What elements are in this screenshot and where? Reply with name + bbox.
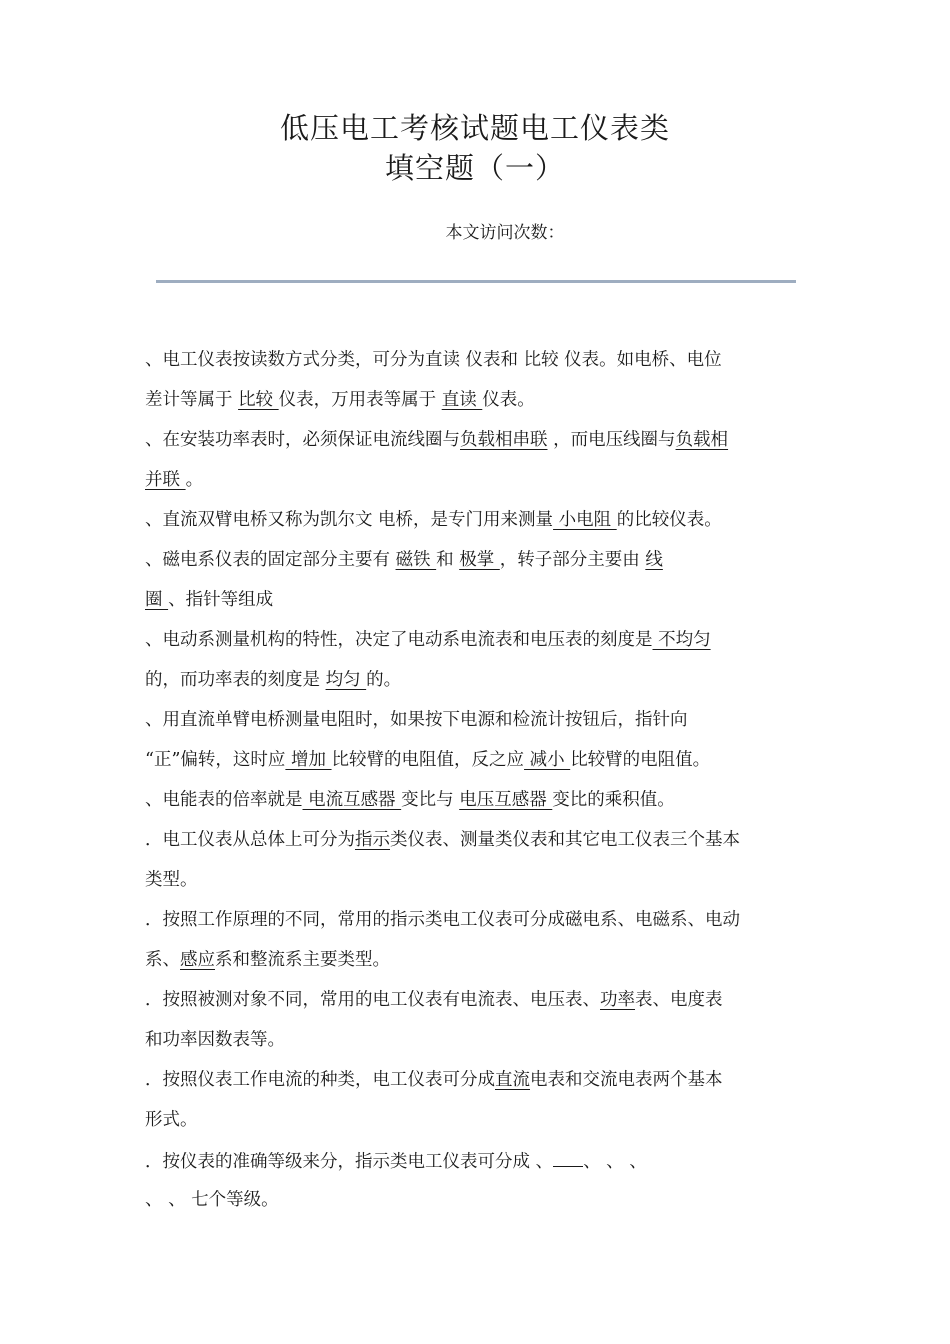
question-10-line-1: ．按照被测对象不同，常用的电工仪表有电流表、电压表、功率表、电度表 <box>145 990 723 1010</box>
answer-blank: 线 <box>645 550 663 570</box>
question-12-line-2: 、 、 七个等级。 <box>145 1190 279 1210</box>
answer-blank: 直流 <box>495 1070 530 1090</box>
answer-blank <box>553 1148 583 1167</box>
question-9-line-1: ．按照工作原理的不同，常用的指示类电工仪表可分成磁电系、电磁系、电动 <box>145 910 740 930</box>
answer-blank: 极掌 <box>459 550 500 570</box>
answer-blank: 指示 <box>355 830 390 850</box>
question-4-line-1: 、磁电系仪表的固定部分主要有 磁铁 和 极掌 ，转子部分主要由 线 <box>145 550 663 570</box>
document-title: 低压电工考核试题电工仪表类 <box>279 111 670 145</box>
header-divider <box>156 280 796 283</box>
answer-blank: 电压互感器 <box>459 790 553 810</box>
question-4-line-2: 圈 、指针等组成 <box>145 590 274 610</box>
question-1-line-1: 、电工仪表按读数方式分类，可分为直读 仪表和 比较 仪表。如电桥、电位 <box>145 350 722 370</box>
answer-blank: 不均匀 <box>652 630 711 650</box>
answer-blank: 比较 <box>238 390 279 410</box>
question-5-line-2: 的，而功率表的刻度是 均匀 的。 <box>145 670 402 690</box>
question-8-line-2: 类型。 <box>145 870 198 890</box>
question-12-line-1: ．按仪表的准确等级来分，指示类电工仪表可分成 、 、 、 、 <box>145 1148 647 1174</box>
answer-blank: 电流互感器 <box>302 790 402 810</box>
question-11-line-1: ．按照仪表工作电流的种类，电工仪表可分成直流电表和交流电表两个基本 <box>145 1070 723 1090</box>
answer-blank: 负载相 <box>675 430 729 450</box>
visit-count-label: 本文访问次数： <box>445 223 565 243</box>
question-6-line-2: “正”偏转，这时应 增加 比较臂的电阻值，反之应 减小 比较臂的电阻值。 <box>145 750 711 770</box>
answer-blank: 直读 <box>441 390 483 410</box>
answer-blank: 并联 <box>145 470 186 490</box>
answer-blank: 减小 <box>524 750 571 770</box>
answer-blank: 圈 <box>145 590 169 610</box>
answer-blank: 增加 <box>285 750 332 770</box>
answer-blank: 感应 <box>180 950 215 970</box>
question-1-line-2: 差计等属于 比较 仪表，万用表等属于 直读 仪表。 <box>145 390 535 410</box>
question-10-line-2: 和功率因数表等。 <box>145 1030 285 1050</box>
document-subtitle: 填空题（一） <box>384 151 565 185</box>
question-8-line-1: ．电工仪表从总体上可分为指示类仪表、测量类仪表和其它电工仪表三个基本 <box>145 830 740 850</box>
question-5-line-1: 、电动系测量机构的特性，决定了电动系电流表和电压表的刻度是 不均匀 <box>145 630 711 650</box>
answer-blank: 小电阻 <box>553 510 617 530</box>
question-7-line-1: 、电能表的倍率就是 电流互感器 变比与 电压互感器 变比的乘积值。 <box>145 790 675 810</box>
question-2-line-2: 并联 。 <box>145 470 204 490</box>
answer-blank: 功率 <box>600 990 635 1010</box>
question-11-line-2: 形式。 <box>145 1110 198 1130</box>
question-9-line-2: 系、感应系和整流系主要类型。 <box>145 950 390 970</box>
question-2-line-1: 、在安装功率表时，必须保证电流线圈与负载相串联 ，而电压线圈与负载相 <box>145 430 729 450</box>
answer-blank: 均匀 <box>325 670 367 690</box>
answer-blank: 磁铁 <box>395 550 437 570</box>
answer-blank: 负载相串联 <box>460 430 548 450</box>
question-6-line-1: 、用直流单臂电桥测量电阻时，如果按下电源和检流计按钮后，指针向 <box>145 710 688 730</box>
question-3-line-1: 、直流双臂电桥又称为凯尔文 电桥，是专门用来测量 小电阻 的比较仪表。 <box>145 510 722 530</box>
